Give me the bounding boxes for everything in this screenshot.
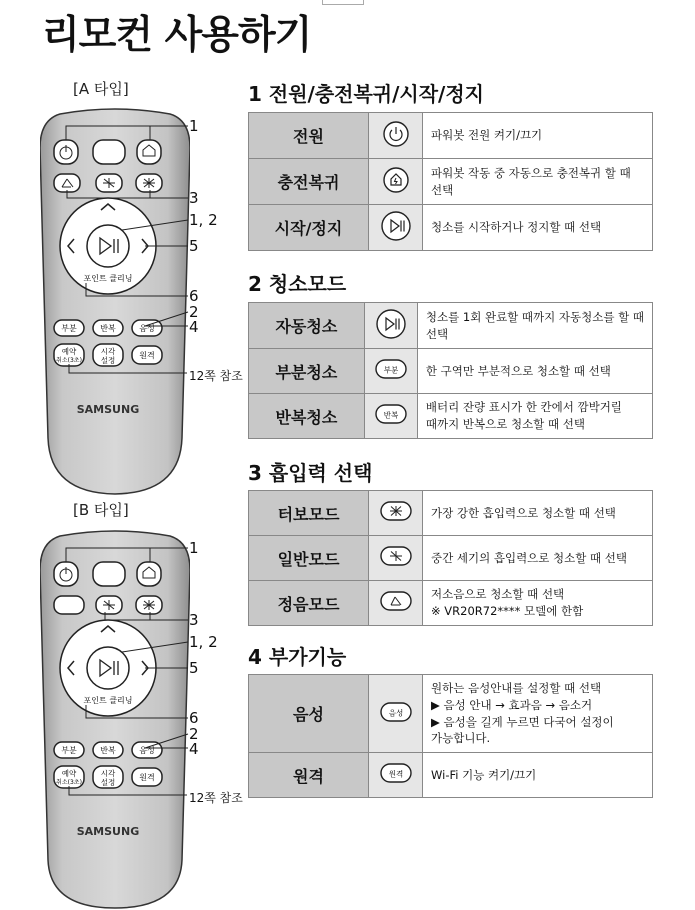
feature-description: 저소음으로 청소할 때 선택 ※ VR20R72**** 모델에 한함 xyxy=(423,581,653,626)
feature-table-2 xyxy=(248,302,653,439)
callout-5: 5 xyxy=(189,659,199,677)
turbo-fan-icon xyxy=(369,491,423,536)
time-set-button[interactable] xyxy=(93,344,123,366)
remote-button[interactable] xyxy=(132,768,162,786)
play-pause-icon xyxy=(369,205,423,251)
callout-1: 1 xyxy=(189,117,199,135)
svg-text:예약: 예약 xyxy=(61,347,77,356)
svg-text:음성: 음성 xyxy=(388,708,403,717)
callout-6: 6 xyxy=(189,287,199,305)
brand-logo: SAMSUNG xyxy=(76,825,140,838)
svg-text:음성: 음성 xyxy=(139,746,155,755)
feature-row xyxy=(249,753,653,798)
callout-1-2: 1, 2 xyxy=(189,211,218,229)
start-stop-button[interactable] xyxy=(87,647,129,689)
feature-label: 터보모드 xyxy=(249,491,369,536)
callout-3: 3 xyxy=(189,189,199,207)
feature-table-4 xyxy=(248,674,653,798)
feature-label: 충전복귀 xyxy=(249,159,369,205)
svg-text:원격: 원격 xyxy=(388,769,403,779)
home-charge-button[interactable] xyxy=(137,562,161,586)
reserve-button[interactable] xyxy=(54,344,84,366)
svg-text:부분: 부분 xyxy=(383,365,399,375)
repeat-button-icon xyxy=(364,394,417,439)
callout-1: 1 xyxy=(189,539,199,557)
callout-4: 4 xyxy=(189,740,199,758)
callout-6: 6 xyxy=(189,709,199,727)
repeat-button[interactable] xyxy=(93,742,123,758)
feature-description: 청소를 1회 완료할 때까지 자동청소를 할 때 선택 xyxy=(417,303,652,349)
callout-2: 2 xyxy=(189,303,199,321)
point-clean-label[interactable]: 포인트 클리닝 xyxy=(83,696,133,705)
silent-fan-icon xyxy=(369,581,423,626)
svg-text:취소(3초): 취소(3초) xyxy=(56,357,82,364)
feature-label: 자동청소 xyxy=(249,303,365,349)
blank-button[interactable] xyxy=(93,562,125,586)
callout-ref: 12쪽 참조 xyxy=(189,369,243,383)
feature-description: 배터리 잔량 표시가 한 칸에서 깜박거릴 때까지 반복으로 청소할 때 선택 xyxy=(417,394,652,439)
feature-description: 파워봇 작동 중 자동으로 충전복귀 할 때 선택 xyxy=(423,159,653,205)
feature-row xyxy=(249,303,653,349)
feature-row xyxy=(249,159,653,205)
callout-5: 5 xyxy=(189,237,199,255)
feature-description: 청소를 시작하거나 정지할 때 선택 xyxy=(423,205,653,251)
type-b-label: [B 타입] xyxy=(73,501,129,519)
silent-fan-button[interactable] xyxy=(54,174,80,192)
partial-button[interactable] xyxy=(54,742,84,758)
reserve-button[interactable] xyxy=(54,766,84,788)
svg-text:부분: 부분 xyxy=(61,746,77,755)
remote-b xyxy=(40,530,190,910)
feature-row xyxy=(249,581,653,626)
home-charge-button[interactable] xyxy=(137,140,161,164)
time-set-button[interactable] xyxy=(93,766,123,788)
callout-2: 2 xyxy=(189,725,199,743)
svg-text:반복: 반복 xyxy=(100,746,116,755)
svg-text:부분: 부분 xyxy=(61,324,77,333)
point-clean-label[interactable]: 포인트 클리닝 xyxy=(83,274,133,283)
feature-label: 시작/정지 xyxy=(249,205,369,251)
svg-text:음성: 음성 xyxy=(139,324,155,333)
feature-row xyxy=(249,205,653,251)
feature-description: 중간 세기의 흡입력으로 청소할 때 선택 xyxy=(423,536,653,581)
brand-logo: SAMSUNG xyxy=(76,403,140,416)
section-title-3: 3 흡입력 선택 xyxy=(248,461,373,485)
remote-button[interactable] xyxy=(132,346,162,364)
feature-description: 파워봇 전원 켜기/끄기 xyxy=(423,113,653,159)
feature-label: 원격 xyxy=(249,753,369,798)
remote-button-icon xyxy=(369,753,423,798)
svg-text:설정: 설정 xyxy=(100,356,116,365)
voice-button[interactable] xyxy=(132,742,162,758)
section-title-1: 1 전원/충전복귀/시작/정지 xyxy=(248,82,484,106)
voice-button-icon xyxy=(369,675,423,753)
feature-row xyxy=(249,349,653,394)
callout-ref: 12쪽 참조 xyxy=(189,791,243,805)
feature-table-3 xyxy=(248,490,653,626)
feature-description: 가장 강한 흡입력으로 청소할 때 선택 xyxy=(423,491,653,536)
partial-button-icon xyxy=(364,349,417,394)
power-button[interactable] xyxy=(54,140,78,164)
page-tab xyxy=(322,0,364,5)
feature-row xyxy=(249,394,653,439)
section-title-2: 2 청소모드 xyxy=(248,272,347,296)
blank-button-2[interactable] xyxy=(54,596,84,614)
turbo-fan-button[interactable] xyxy=(136,174,162,192)
svg-text:원격: 원격 xyxy=(139,351,155,360)
normal-fan-button[interactable] xyxy=(96,596,122,614)
normal-fan-icon xyxy=(369,536,423,581)
repeat-button[interactable] xyxy=(93,320,123,336)
svg-text:시각: 시각 xyxy=(100,347,116,356)
feature-row xyxy=(249,536,653,581)
feature-row xyxy=(249,491,653,536)
callout-4: 4 xyxy=(189,318,199,336)
normal-fan-button[interactable] xyxy=(96,174,122,192)
home-charge-icon xyxy=(369,159,423,205)
svg-text:취소(3초): 취소(3초) xyxy=(56,779,82,786)
feature-row xyxy=(249,113,653,159)
svg-text:원격: 원격 xyxy=(139,773,155,782)
feature-description: 한 구역만 부분적으로 청소할 때 선택 xyxy=(417,349,652,394)
feature-label: 반복청소 xyxy=(249,394,365,439)
blank-button[interactable] xyxy=(93,140,125,164)
type-a-label: [A 타입] xyxy=(73,80,129,98)
feature-description: Wi-Fi 기능 켜기/끄기 xyxy=(423,753,653,798)
feature-label: 부분청소 xyxy=(249,349,365,394)
feature-label: 음성 xyxy=(249,675,369,753)
power-button[interactable] xyxy=(54,562,78,586)
section-title-4: 4 부가기능 xyxy=(248,645,347,669)
svg-text:시각: 시각 xyxy=(100,769,116,778)
feature-description: 원하는 음성안내를 설정할 때 선택 ▶ 음성 안내 → 효과음 → 음소거 ▶ 음성을 길게 누르면 다국어 설정이 가능합니다. xyxy=(423,675,653,753)
svg-text:설정: 설정 xyxy=(100,778,116,787)
svg-text:반복: 반복 xyxy=(100,324,116,333)
partial-button[interactable] xyxy=(54,320,84,336)
voice-button[interactable] xyxy=(132,320,162,336)
svg-text:예약: 예약 xyxy=(61,769,77,778)
svg-text:반복: 반복 xyxy=(383,410,399,420)
turbo-fan-button[interactable] xyxy=(136,596,162,614)
power-icon xyxy=(369,113,423,159)
callout-1-2: 1, 2 xyxy=(189,633,218,651)
feature-label: 전원 xyxy=(249,113,369,159)
feature-label: 일반모드 xyxy=(249,536,369,581)
play-pause-icon xyxy=(364,303,417,349)
remote-a xyxy=(40,108,190,498)
page-title: 리모컨 사용하기 xyxy=(42,13,312,58)
feature-table-1 xyxy=(248,112,653,251)
start-stop-button[interactable] xyxy=(87,225,129,267)
callout-3: 3 xyxy=(189,611,199,629)
feature-label: 정음모드 xyxy=(249,581,369,626)
feature-row xyxy=(249,675,653,753)
